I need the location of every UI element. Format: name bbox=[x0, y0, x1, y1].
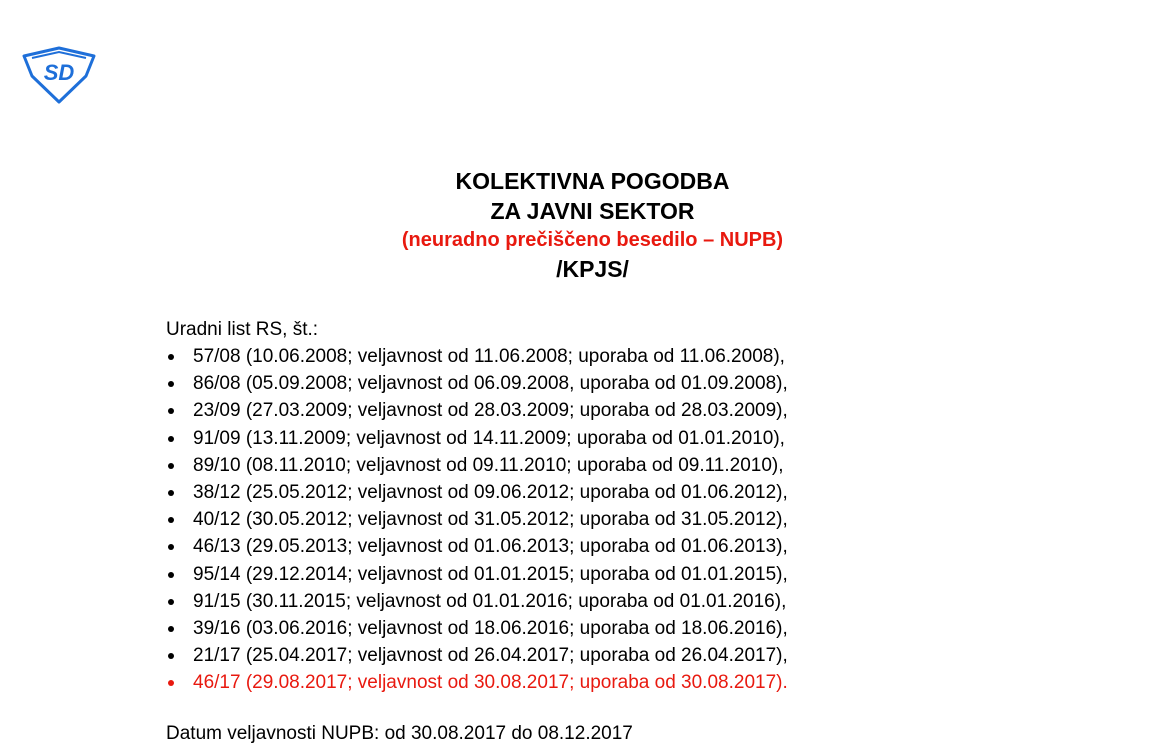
reference-text: 91/15 (30.11.2015; veljavnost od 01.01.2016; uporaba od 01.01.2016), bbox=[193, 590, 787, 612]
reference-text: 95/14 (29.12.2014; veljavnost od 01.01.2015; uporaba od 01.01.2015), bbox=[193, 563, 788, 585]
union-shield-logo-icon bbox=[22, 46, 96, 104]
bullet-icon bbox=[168, 653, 174, 659]
reference-list-item bbox=[166, 669, 788, 696]
bullet-icon bbox=[168, 544, 174, 550]
gazette-reference-list bbox=[166, 343, 788, 696]
reference-list-item bbox=[166, 588, 788, 615]
reference-list-item bbox=[166, 642, 788, 669]
reference-list-item bbox=[166, 479, 788, 506]
reference-list-item bbox=[166, 561, 788, 588]
reference-list-item bbox=[166, 533, 788, 560]
reference-text: 21/17 (25.04.2017; veljavnost od 26.04.2017; uporaba od 26.04.2017), bbox=[193, 645, 788, 667]
reference-list-item bbox=[166, 615, 788, 642]
bullet-icon bbox=[168, 354, 174, 360]
document-title-block bbox=[0, 166, 1157, 284]
bullet-icon bbox=[168, 517, 174, 523]
bullet-icon bbox=[168, 381, 174, 387]
reference-text: 57/08 (10.06.2008; veljavnost od 11.06.2008; uporaba od 11.06.2008), bbox=[193, 346, 785, 367]
reference-list-item bbox=[166, 397, 788, 424]
reference-list-item bbox=[166, 425, 788, 452]
logo-lettering: SD bbox=[43, 60, 75, 85]
bullet-icon bbox=[168, 680, 174, 686]
reference-text: 23/09 (27.03.2009; veljavnost od 28.03.2009; uporaba od 28.03.2009), bbox=[193, 400, 788, 422]
reference-text: 46/17 (29.08.2017; veljavnost od 30.08.2017; uporaba od 30.08.2017). bbox=[193, 672, 788, 694]
official-gazette-intro: Uradni list RS, št.: bbox=[166, 319, 319, 340]
document-abbreviation: /KPJS/ bbox=[556, 256, 629, 282]
reference-list-item bbox=[166, 343, 788, 370]
reference-text: 86/08 (05.09.2008; veljavnost od 06.09.2008, uporaba od 01.09.2008), bbox=[193, 373, 788, 395]
validity-date-text: Datum veljavnosti NUPB: od 30.08.2017 do 08.12.2017 bbox=[166, 723, 633, 744]
bullet-icon bbox=[168, 599, 174, 605]
document-title-line-2: ZA JAVNI SEKTOR bbox=[490, 198, 695, 224]
bullet-icon bbox=[168, 408, 174, 414]
bullet-icon bbox=[168, 490, 174, 496]
reference-text: 46/13 (29.05.2013; veljavnost od 01.06.2013; uporaba od 01.06.2013), bbox=[193, 536, 788, 558]
reference-list-item bbox=[166, 506, 788, 533]
reference-text: 91/09 (13.11.2009; veljavnost od 14.11.2009; uporaba od 01.01.2010), bbox=[193, 427, 785, 449]
reference-text: 89/10 (08.11.2010; veljavnost od 09.11.2010; uporaba od 09.11.2010), bbox=[193, 454, 784, 476]
document-title-line-1: KOLEKTIVNA POGODBA bbox=[455, 168, 730, 194]
reference-text: 40/12 (30.05.2012; veljavnost od 31.05.2012; uporaba od 31.05.2012), bbox=[193, 509, 788, 531]
reference-list-item bbox=[166, 452, 788, 479]
reference-text: 39/16 (03.06.2016; veljavnost od 18.06.2016; uporaba od 18.06.2016), bbox=[193, 617, 788, 639]
bullet-icon bbox=[168, 572, 174, 578]
reference-list-item bbox=[166, 370, 788, 397]
bullet-icon bbox=[168, 463, 174, 469]
bullet-icon bbox=[168, 436, 174, 442]
document-subtitle: (neuradno prečiščeno besedilo – NUPB) bbox=[401, 229, 784, 251]
reference-text: 38/12 (25.05.2012; veljavnost od 09.06.2012; uporaba od 01.06.2012), bbox=[193, 481, 788, 503]
bullet-icon bbox=[168, 626, 174, 632]
